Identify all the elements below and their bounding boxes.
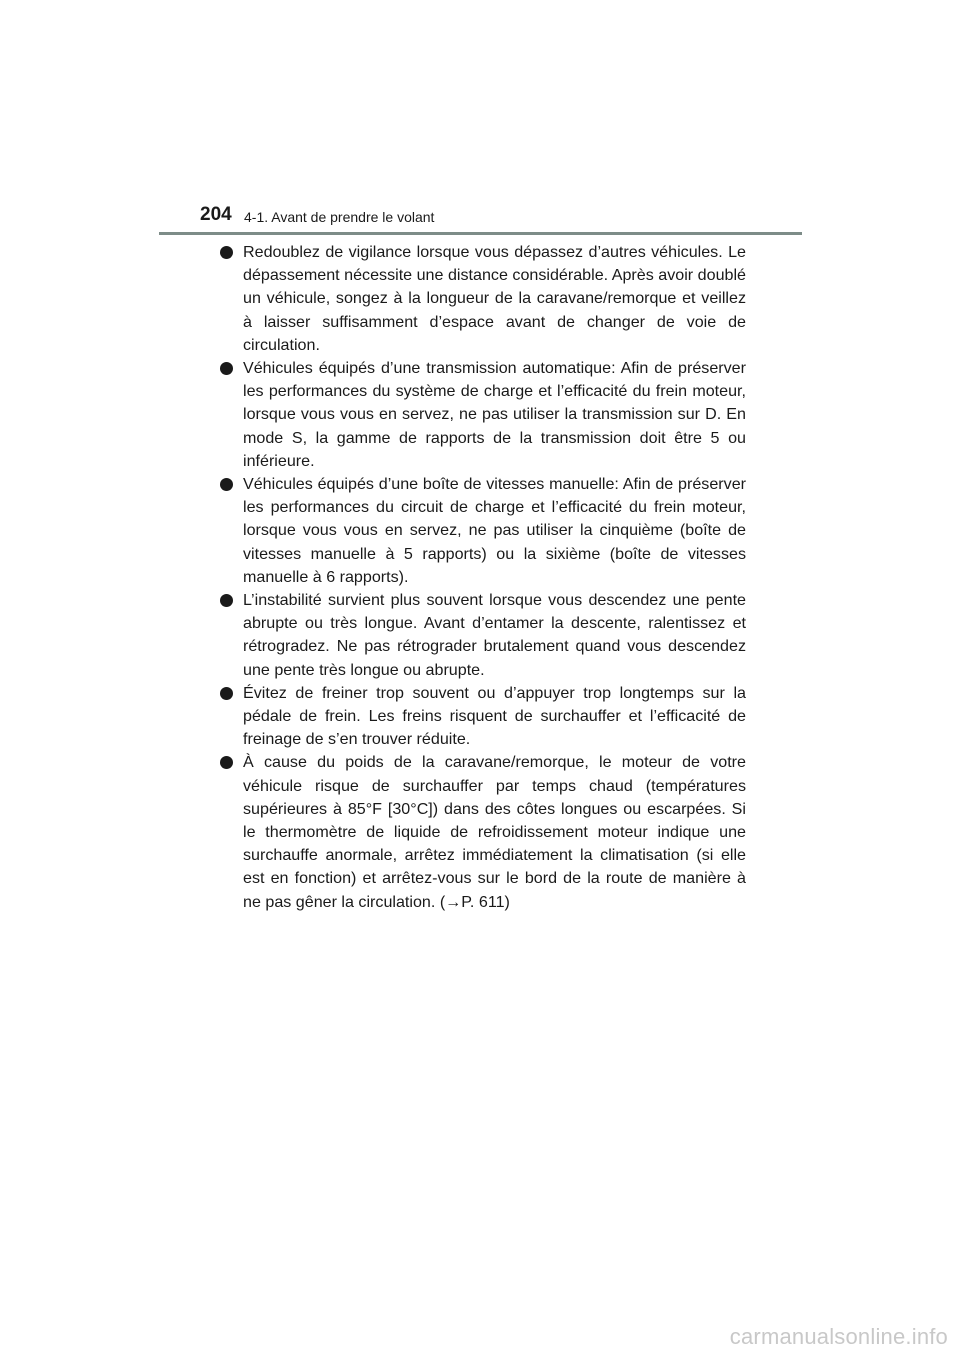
list-item [220,589,746,682]
bullet-text: Redoublez de vigilance lorsque vous dépassez d’autres véhicules. Le dépassement nécessite une distance considérable. Après avoir doublé un véhicule, songez à la longueur de la caravane/remorque et veillez à laisser suffisamment d’espace avant de changer de voie de circulation. [243,243,746,354]
bullet-icon [220,756,233,769]
bullet-icon [220,687,233,700]
bullet-icon [220,362,233,375]
section-title: 4-1. Avant de prendre le volant [244,209,435,225]
header-rule [159,232,802,235]
bullet-text: Évitez de freiner trop souvent ou d’appuyer trop longtemps sur la pédale de frein. Les freins risquent de surchauffer et l’efficacité de freinage de s’en trouver réduite. [243,683,746,749]
list-item [220,473,746,589]
list-item [220,357,746,473]
bullet-icon [220,594,233,607]
bullet-text: Véhicules équipés d’une boîte de vitesses manuelle: Afin de préserver les performances du circuit de charge et l’efficacité du frein moteur, lorsque vous vous en servez, ne pas utiliser la cinquième (boîte de vitesses manuelle à 5 rapports) ou la sixième (boîte de vitesses manuelle à 6 rapports). [243,475,746,586]
list-item [220,682,746,752]
list-item [220,241,746,357]
bullet-text: À cause du poids de la caravane/remorque, le moteur de votre véhicule risque de surchauffer par temps chaud (températures supérieures à 85°F [30°C]) dans des côtes longues ou escarpées. Si le thermomètre de liquide de refroidissement moteur indique une surchauffe anormale, arrêtez immédiatement la climatisation (si elle est en fonction) et arrêtez-vous sur le bord de la route de manière à ne pas gêner la circulation. (→P. 611) [243,753,746,911]
bullet-icon [220,478,233,491]
page-number: 204 [200,204,232,225]
bullet-text: Véhicules équipés d’une transmission automatique: Afin de préserver les performances du système de charge et l’efficacité du frein moteur, lorsque vous vous en servez, ne pas utiliser la transmission sur D. En mode S, la gamme de rapports de la transmission doit être 5 ou inférieure. [243,359,746,470]
bullet-icon [220,246,233,259]
bullet-text: L’instabilité survient plus souvent lorsque vous descendez une pente abrupte ou très longue. Avant d’entamer la descente, ralentissez et rétrogradez. Ne pas rétrograder brutalement quand vous descendez une pente très longue ou abrupte. [243,591,746,679]
bullet-list [220,241,746,914]
list-item [220,751,746,913]
watermark-link[interactable]: carmanualsonline.info [729,1324,948,1349]
